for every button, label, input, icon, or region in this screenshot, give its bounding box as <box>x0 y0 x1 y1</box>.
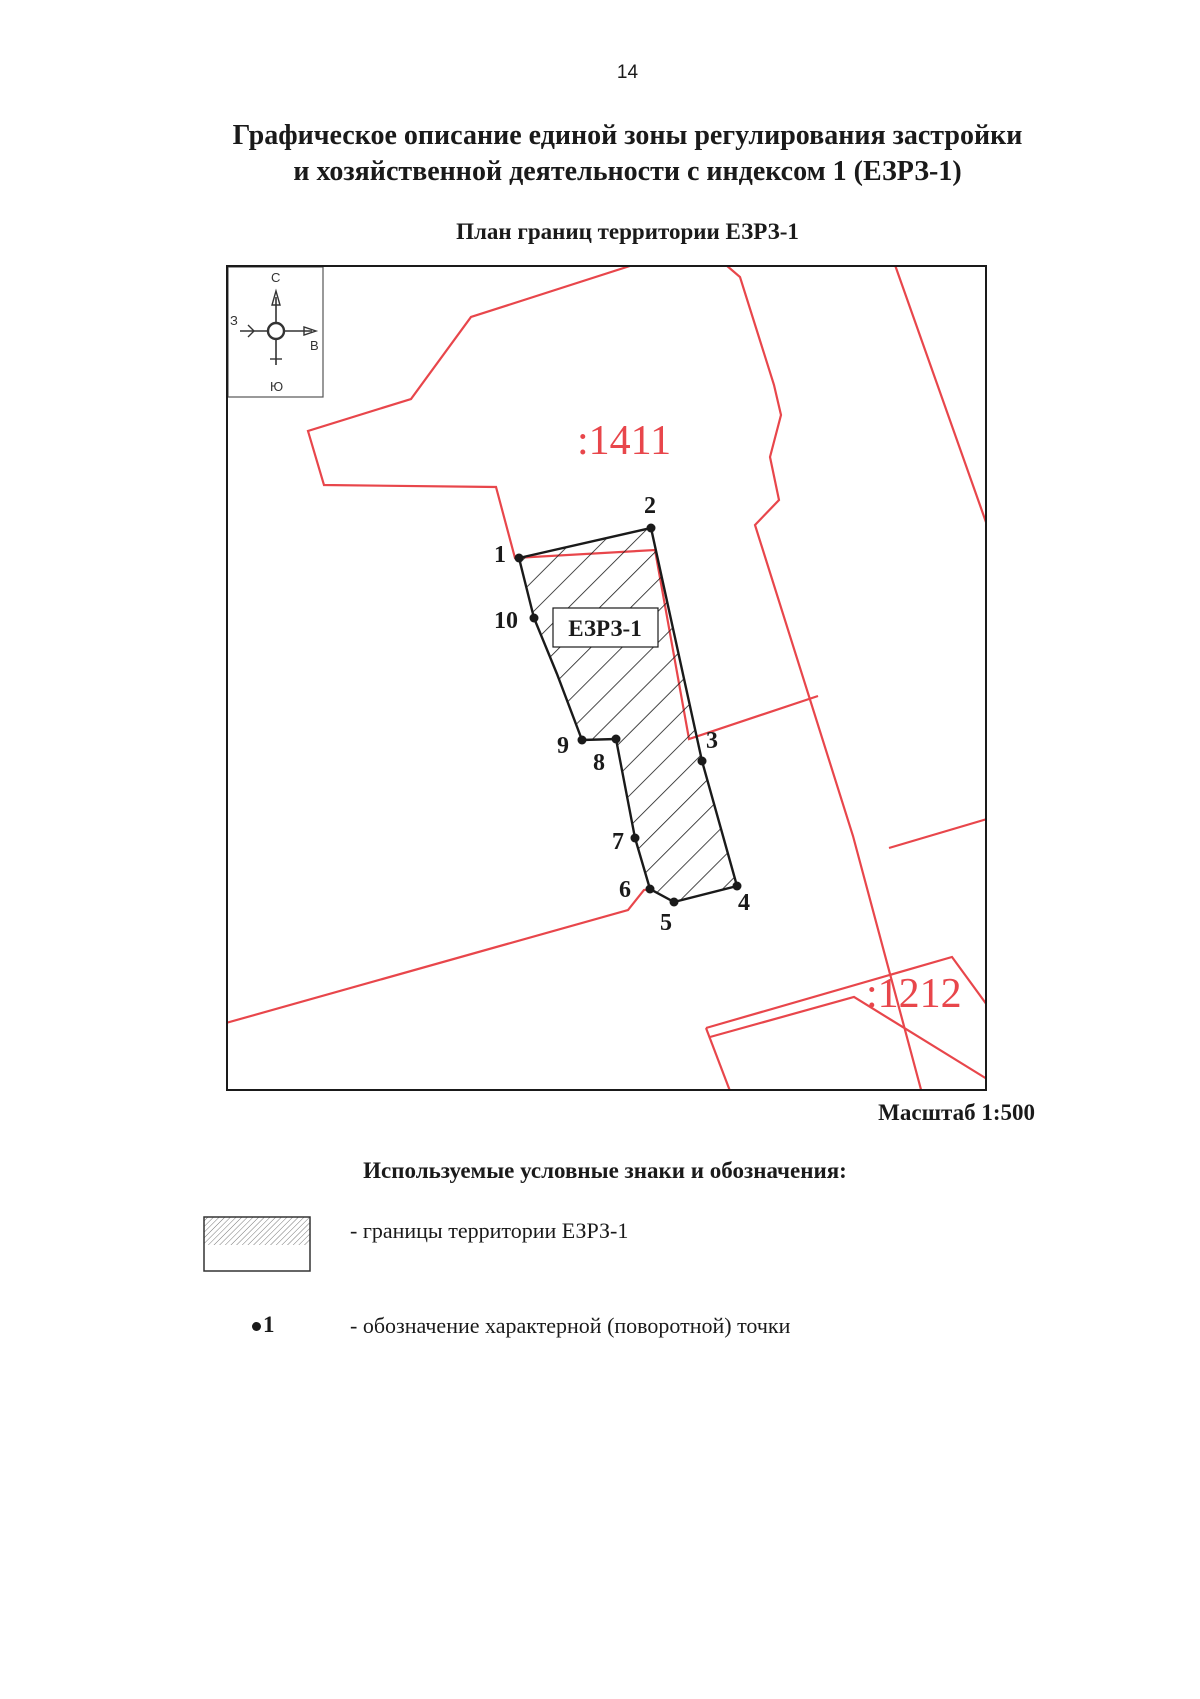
compass-rose <box>228 267 323 397</box>
turning-point-3 <box>698 757 707 766</box>
turning-point-9 <box>578 736 587 745</box>
parcel-boundary-south <box>226 889 651 1023</box>
parcel-label-1411: :1411 <box>577 418 672 464</box>
zone-label: ЕЗРЗ-1 <box>568 616 642 641</box>
parcel-label-1212: :1212 <box>866 971 962 1017</box>
compass-north-label: С <box>271 270 281 285</box>
compass-west-label: З <box>230 313 238 328</box>
point-label-6: 6 <box>619 877 631 903</box>
point-label-4: 4 <box>738 890 750 916</box>
map-scale: Масштаб 1:500 <box>878 1100 1035 1125</box>
title-line-1: Графическое описание единой зоны регулирования застройки <box>232 120 1023 151</box>
turning-point-7 <box>631 834 640 843</box>
point-label-5: 5 <box>660 910 672 936</box>
turning-point-5 <box>670 898 679 907</box>
turning-point-8 <box>612 735 621 744</box>
turning-point-10 <box>530 614 539 623</box>
legend-point-symbol <box>252 1312 275 1338</box>
legend-area-text: - границы территории ЕЗРЗ-1 <box>350 1218 629 1243</box>
map-caption: План границ территории ЕЗРЗ-1 <box>456 219 799 244</box>
point-dot-icon <box>252 1322 261 1331</box>
legend-hatched-swatch <box>203 1216 311 1272</box>
boundary-map <box>226 265 987 1091</box>
point-label-8: 8 <box>593 750 605 776</box>
turning-point-1 <box>515 554 524 563</box>
page-number: 14 <box>616 62 639 83</box>
legend-point-text: - обозначение характерной (поворотной) точки <box>350 1313 791 1338</box>
turning-point-6 <box>646 885 655 894</box>
point-label-2: 2 <box>644 493 656 519</box>
legend-title: Используемые условные знаки и обозначения: <box>363 1158 847 1183</box>
point-label-1: 1 <box>494 542 506 568</box>
point-label-9: 9 <box>557 733 569 759</box>
turning-point-2 <box>647 524 656 533</box>
parcel-1212-west <box>706 1028 730 1091</box>
compass-east-label: В <box>310 338 319 353</box>
compass-south-label: Ю <box>270 379 284 394</box>
point-label-3: 3 <box>706 728 718 754</box>
zone-ezrz1-area <box>519 528 737 902</box>
legend-point-label: 1 <box>263 1312 275 1337</box>
point-label-7: 7 <box>612 829 624 855</box>
document-title <box>0 118 1200 190</box>
parcel-boundary-east-lower <box>889 819 987 848</box>
title-line-2: и хозяйственной деятельности с индексом 1 (ЕЗРЗ-1) <box>293 156 962 187</box>
parcel-boundary-east <box>895 265 987 525</box>
point-label-10: 10 <box>494 608 518 634</box>
